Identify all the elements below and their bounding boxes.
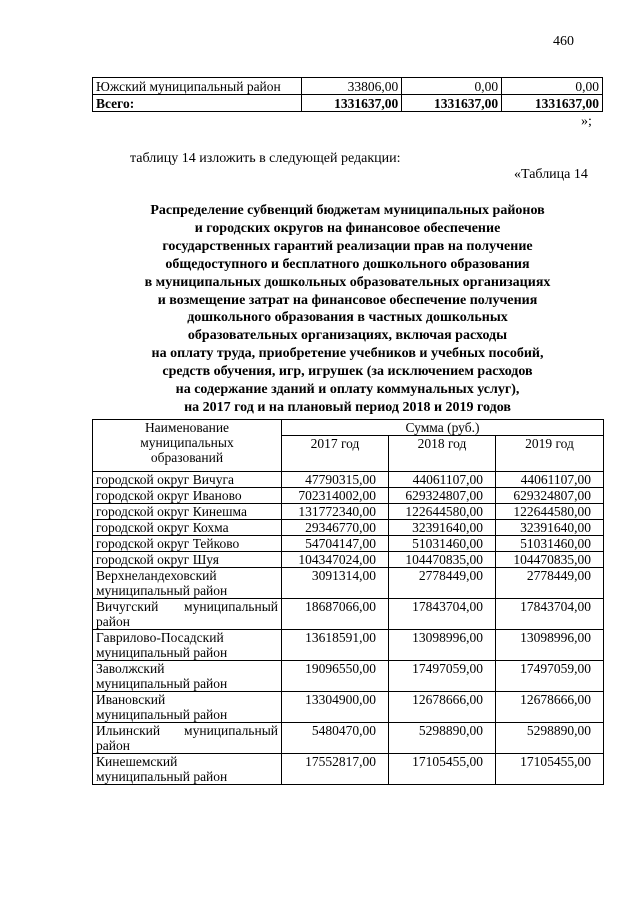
row-name	[93, 754, 282, 785]
header-year-2017: 2017 год	[282, 436, 389, 472]
table-row	[93, 754, 604, 785]
value-2018: 32391640,00	[389, 520, 496, 536]
value-2018: 44061107,00	[389, 472, 496, 488]
value-2017: 29346770,00	[282, 520, 389, 536]
table-row	[93, 692, 604, 723]
value-2018: 122644580,00	[389, 504, 496, 520]
title-line: на 2017 год и на плановый период 2018 и 2019 годов	[184, 399, 511, 415]
intro-text: таблицу 14 изложить в следующей редакции:	[130, 151, 401, 166]
row-name-line: Кинешемский	[96, 754, 178, 769]
page-number: 460	[553, 34, 574, 49]
value-2018: 5298890,00	[389, 723, 496, 754]
value-2017: 19096550,00	[282, 661, 389, 692]
row-name-line: муниципальный район	[96, 769, 228, 784]
value-2017: 33806,00	[302, 78, 402, 95]
value-2017: 702314002,00	[282, 488, 389, 504]
title-line: средств обучения, игр, игрушек (за исключением расходов	[162, 364, 533, 380]
value-2019: 51031460,00	[496, 536, 604, 552]
value-2018: 629324807,00	[389, 488, 496, 504]
row-name-line: городской округ Кинешма	[96, 504, 247, 519]
value-2018: 12678666,00	[389, 692, 496, 723]
header-name-line: образований	[150, 450, 224, 465]
title-line: государственных гарантий реализации прав на получение	[162, 238, 533, 254]
table-row	[93, 630, 604, 661]
value-2017: 104347024,00	[282, 552, 389, 568]
row-name	[93, 599, 282, 630]
row-name	[93, 692, 282, 723]
value-2017: 131772340,00	[282, 504, 389, 520]
value-2019: 0,00	[502, 78, 603, 95]
row-name-line: городской округ Вичуга	[96, 472, 234, 487]
table-row	[93, 78, 603, 95]
row-name-line: Верхнеландеховский	[96, 568, 217, 583]
value-2018: 17105455,00	[389, 754, 496, 785]
row-name	[93, 630, 282, 661]
value-2017: 18687066,00	[282, 599, 389, 630]
value-2019: 12678666,00	[496, 692, 604, 723]
value-2019: 5298890,00	[496, 723, 604, 754]
table-caption: «Таблица 14	[514, 167, 588, 182]
row-name-line: Заволжский	[96, 661, 165, 676]
table-row	[93, 661, 604, 692]
title-line: общедоступного и бесплатного дошкольного образования	[165, 256, 530, 272]
row-name-line: район	[96, 614, 130, 629]
value-2017: 13304900,00	[282, 692, 389, 723]
row-name-line: городской округ Шуя	[96, 552, 219, 567]
row-name: Всего:	[93, 95, 302, 112]
value-2017: 1331637,00	[302, 95, 402, 112]
value-2017: 17552817,00	[282, 754, 389, 785]
row-name	[93, 536, 282, 552]
value-2019: 629324807,00	[496, 488, 604, 504]
row-name-line: муниципальный район	[96, 707, 228, 722]
value-2019: 2778449,00	[496, 568, 604, 599]
table-row	[93, 723, 604, 754]
value-2018: 104470835,00	[389, 552, 496, 568]
header-year-2018: 2018 год	[389, 436, 496, 472]
row-name	[93, 472, 282, 488]
row-name-word: муниципальный	[184, 599, 278, 614]
row-name-line: Гаврилово-Посадский	[96, 630, 224, 645]
row-name	[93, 520, 282, 536]
row-name	[93, 552, 282, 568]
value-2018: 17497059,00	[389, 661, 496, 692]
header-sum: Сумма (руб.)	[282, 420, 604, 436]
title-line: и возмещение затрат на финансовое обеспечение получения	[157, 292, 538, 308]
value-2019: 44061107,00	[496, 472, 604, 488]
value-2019: 32391640,00	[496, 520, 604, 536]
table-title	[92, 202, 603, 417]
row-name-line: Ивановский	[96, 692, 166, 707]
row-name-line: муниципальный район	[96, 583, 228, 598]
value-2017: 5480470,00	[282, 723, 389, 754]
table-row	[93, 504, 604, 520]
table-row	[93, 472, 604, 488]
table-row	[93, 552, 604, 568]
row-name	[93, 661, 282, 692]
row-name-word: Вичугский	[96, 599, 159, 614]
row-name-line	[96, 599, 278, 614]
value-2018: 1331637,00	[402, 95, 502, 112]
row-name-line: муниципальный район	[96, 645, 228, 660]
table-row	[93, 520, 604, 536]
table-row	[93, 536, 604, 552]
row-name: Южский муниципальный район	[93, 78, 302, 95]
value-2019: 17105455,00	[496, 754, 604, 785]
value-2018: 0,00	[402, 78, 502, 95]
value-2018: 17843704,00	[389, 599, 496, 630]
row-name-word: муниципальный	[184, 723, 278, 738]
value-2019: 13098996,00	[496, 630, 604, 661]
title-line: и городских округов на финансовое обеспечение	[194, 220, 501, 236]
title-line: Распределение субвенций бюджетам муниципальных районов	[150, 203, 545, 218]
top-table	[92, 77, 603, 112]
header-name-cell	[93, 420, 282, 472]
table-row	[93, 488, 604, 504]
value-2018: 13098996,00	[389, 630, 496, 661]
row-name-line: городской округ Тейково	[96, 536, 240, 551]
main-table	[92, 419, 604, 785]
row-name-word: Ильинский	[96, 723, 161, 738]
value-2017: 13618591,00	[282, 630, 389, 661]
row-name	[93, 488, 282, 504]
header-year-2019: 2019 год	[496, 436, 604, 472]
title-line: образовательных организациях, включая расходы	[187, 328, 508, 344]
value-2018: 51031460,00	[389, 536, 496, 552]
header-name-line: муниципальных	[140, 435, 234, 450]
closing-mark: »;	[581, 114, 592, 129]
title-line: в муниципальных дошкольных образовательных организациях	[144, 274, 551, 290]
row-name	[93, 568, 282, 599]
table-row	[93, 568, 604, 599]
value-2017: 47790315,00	[282, 472, 389, 488]
title-line: дошкольного образования в частных дошкольных	[187, 310, 508, 326]
value-2018: 2778449,00	[389, 568, 496, 599]
row-name-line: муниципальный район	[96, 676, 228, 691]
title-line: на оплату труда, приобретение учебников и учебных пособий,	[151, 346, 544, 362]
table-row	[93, 95, 603, 112]
row-name	[93, 504, 282, 520]
value-2019: 104470835,00	[496, 552, 604, 568]
table-row	[93, 599, 604, 630]
row-name-line: городской округ Иваново	[96, 488, 242, 503]
title-line: на содержание зданий и оплату коммунальных услуг),	[175, 382, 520, 398]
value-2019: 1331637,00	[502, 95, 603, 112]
row-name-line	[96, 723, 278, 738]
row-name	[93, 723, 282, 754]
value-2017: 3091314,00	[282, 568, 389, 599]
header-name-line: Наименование	[144, 420, 230, 435]
value-2019: 122644580,00	[496, 504, 604, 520]
row-name-line: городской округ Кохма	[96, 520, 229, 535]
value-2019: 17843704,00	[496, 599, 604, 630]
value-2019: 17497059,00	[496, 661, 604, 692]
row-name-line: район	[96, 738, 130, 753]
value-2017: 54704147,00	[282, 536, 389, 552]
